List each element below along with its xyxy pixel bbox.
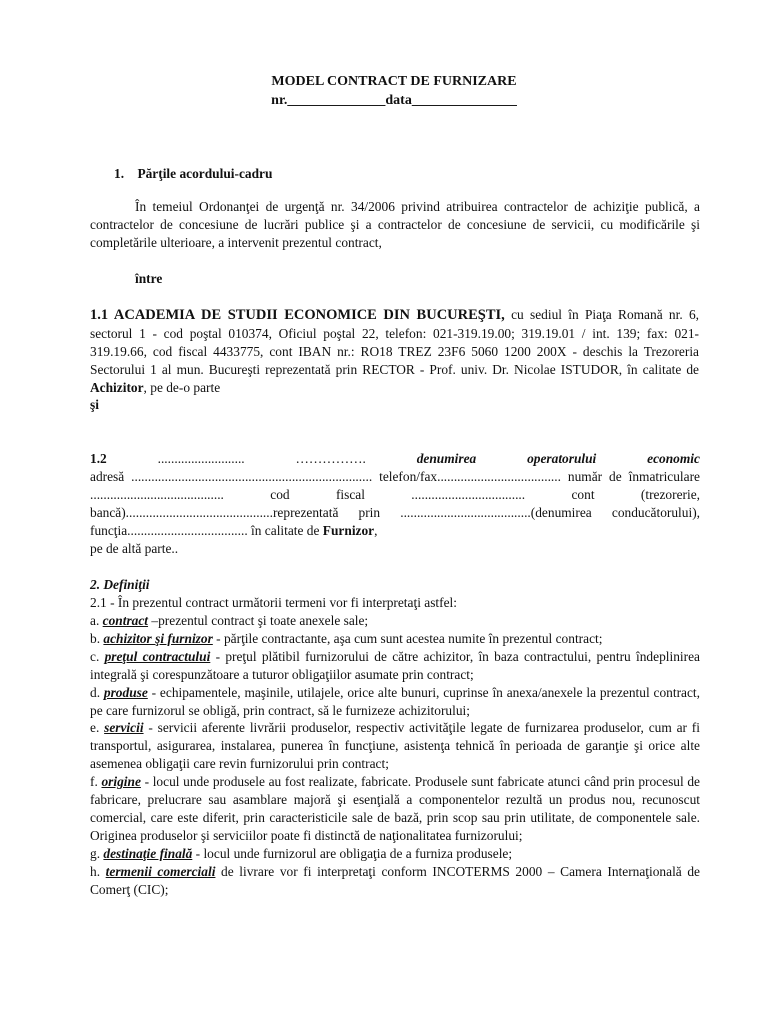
definition-term: contract — [102, 613, 149, 628]
party-2-paragraph — [90, 468, 700, 540]
definition-letter: b. — [90, 630, 101, 646]
definition-letter: a. — [90, 613, 100, 628]
section-2-intro: 2.1 - În prezentul contract următorii termeni vor fi interpretaţi astfel: — [90, 595, 457, 610]
definition-item — [90, 773, 700, 845]
definition-letter: h. — [90, 863, 101, 879]
definition-text: de livrare vor fi interpretaţi conform INCOTERMS 2000 – Camera Internaţională de Comerţ (CIC); — [90, 863, 700, 897]
definition-item — [90, 719, 700, 773]
definition-text: - servicii aferente livrării produselor, respectiv activităţile legate de furnizarea produselor, cum ar fi transportul, asigurarea, instalarea, punerea în funcţiune, asistenţa tehnică în perioada de garanţie şi orice alte asemenea obligaţii care revin furnizorului prin contract; — [90, 720, 700, 772]
definition-letter: c. — [90, 648, 100, 664]
party-1-end: , pe de-o parte — [143, 379, 221, 395]
party-2-label-denumirea: denumirea — [416, 451, 477, 466]
definition-term: origine — [101, 774, 141, 790]
party-1-details: cu sediul în Piaţa Romană nr. 6, sectorul 1 - cod poştal 010374, Oficiul poştal 22, telefon: 021-319.19.00; 319.19.01 / int. 139; fax: 021-319.19.66, cod fiscal 4433775, cont IBAN nr.: RO18 TREZ 23F6 5060 1200 200X - deschis la Trezoreria Sectorului 1 al mun. Bucureşti reprezentată prin RECTOR - Prof. univ. Dr. Nicolae ISTUDOR, în calitate de — [90, 307, 699, 377]
definition-letter: g. — [90, 845, 101, 861]
definition-text: - părţile contractante, aşa cum sunt acestea numite în prezentul contract; — [212, 630, 603, 646]
definition-item — [90, 684, 700, 720]
definition-term: achizitor şi furnizor — [103, 630, 213, 646]
party-2-dots-a: .......................... — [157, 451, 245, 466]
party-2-label-operatorului: operatorului — [527, 451, 597, 466]
section-1-title: Părţile acordului-cadru — [137, 166, 273, 181]
definition-term: destinaţie finală — [103, 845, 193, 861]
party-1-paragraph — [90, 306, 699, 397]
party-1-role: Achizitor — [90, 379, 144, 395]
party-2-first-line — [90, 450, 700, 468]
section-1-heading — [114, 165, 724, 183]
section-2-heading: 2. Definiţii — [90, 577, 150, 592]
si-label: şi — [90, 397, 99, 412]
section-1-number: 1. — [114, 166, 125, 181]
definition-text: - preţul plătibil furnizorului de către achizitor, în baza contractului, pentru îndeplinirea integrală şi corespunzătoare a tuturor obligaţiilor asumate prin contract; — [90, 648, 700, 682]
party-2-end: , — [374, 522, 378, 538]
party-2-label-economic: economic — [647, 451, 700, 466]
definition-item — [90, 863, 700, 899]
definition-letter: d. — [90, 684, 101, 700]
definitions-list — [90, 612, 700, 899]
document-number-date: nr.______________data_______________ — [271, 93, 517, 108]
definition-term: servicii — [104, 720, 144, 736]
definition-text: - echipamentele, maşinile, utilajele, orice alte bunuri, cuprinse în anexa/anexele la prezentul contract, pe care furnizorul se obligă, prin contract, să le furnizeze achizitorului; — [90, 684, 700, 718]
document-title: MODEL CONTRACT DE FURNIZARE — [271, 74, 517, 89]
party-1-name: 1.1 ACADEMIA DE STUDII ECONOMICE DIN BUCUREŞTI, — [90, 307, 505, 323]
party-2-number: 1.2 — [90, 451, 107, 466]
party-2-last-line: pe de altă parte.. — [90, 541, 179, 556]
definition-item — [90, 845, 700, 863]
definition-term: produse — [103, 684, 148, 700]
party-2-role: Furnizor — [322, 522, 375, 538]
definition-term: termenii comerciali — [105, 863, 216, 879]
party-2-details: adresă ........................................................................ telefon/fax..................................... număr de înmatriculare ........................................ cod fiscal .................................. cont (trezorerie, bancă)............................................reprezentată prin .......................................(denumirea conducătorului), funcţia.................................... în calitate de — [90, 469, 700, 538]
definition-letter: e. — [90, 720, 100, 736]
definition-item — [90, 648, 700, 684]
definition-text: –prezentul contract şi toate anexele sale; — [148, 613, 369, 628]
definition-term: preţul contractului — [104, 648, 211, 664]
intre-label: între — [135, 271, 163, 286]
definition-item — [90, 612, 700, 630]
definition-text: - locul unde furnizorul are obligaţia de a furniza produsele; — [192, 845, 513, 861]
party-2-dots-b: ……………. — [295, 451, 366, 466]
intro-paragraph: În temeiul Ordonanţei de urgenţă nr. 34/2006 privind atribuirea contractelor de achiziţie publică, a contractelor de concesiune de lucrări publice şi a contractelor de concesiune de servicii, cu modificările şi completările ulterioare, a intervenit prezentul contract, — [90, 199, 700, 250]
definition-text: - locul unde produsele au fost realizate, fabricate. Produsele sunt fabricate atunci când prin procesul de fabricare, prelucrare sau asamblare majoră şi esenţială a componentelor rezultă un produs nou, recunoscut comercial, care este diferit, prin caracteristicile sale de bază, prin scop sau prin utilitate, de componentele sale. Originea produselor şi serviciilor poate fi distinctă de naţionalitatea furnizorului; — [90, 774, 700, 843]
definition-item — [90, 630, 700, 648]
definition-letter: f. — [90, 774, 98, 790]
